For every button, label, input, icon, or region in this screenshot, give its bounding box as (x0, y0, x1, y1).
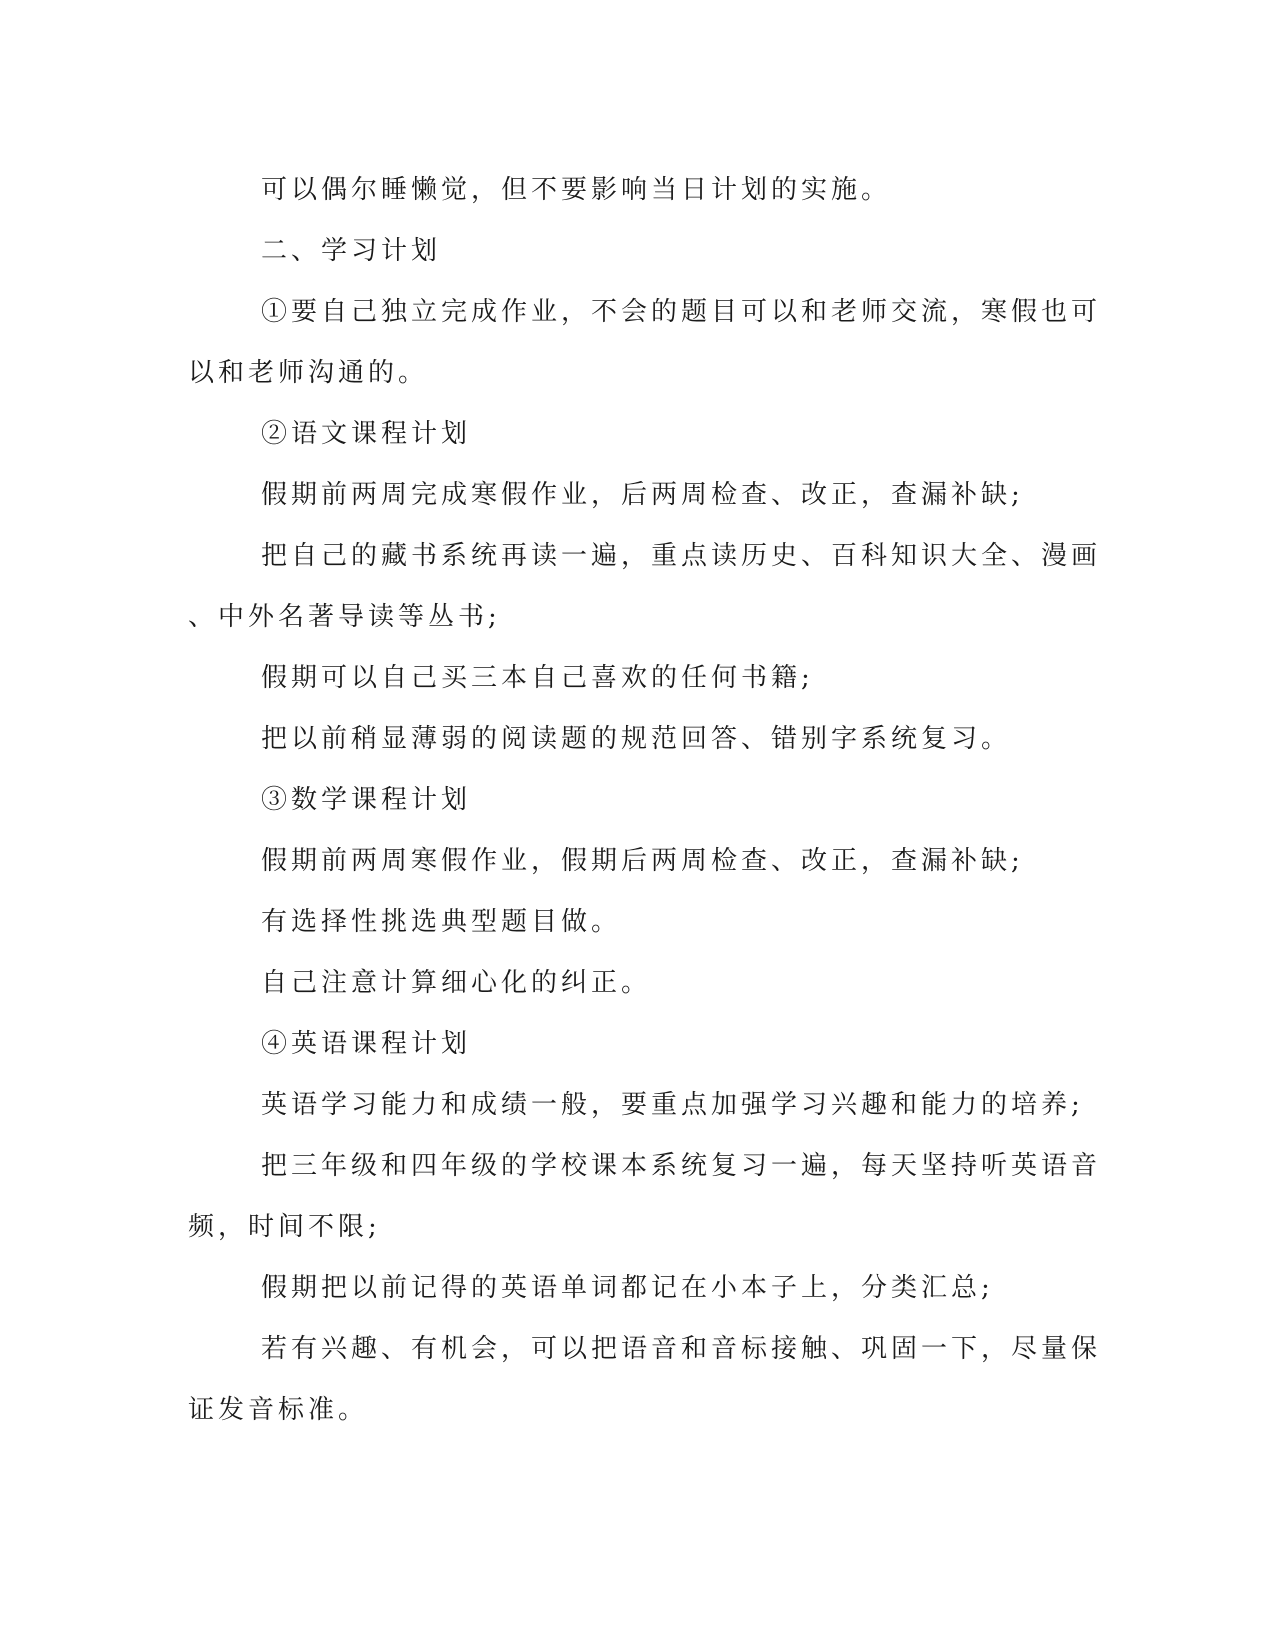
body-line: 把以前稍显薄弱的阅读题的规范回答、错别字系统复习。 (261, 724, 1012, 754)
body-line: 假期把以前记得的英语单词都记在小本子上，分类汇总; (261, 1273, 994, 1303)
subheading-chinese-plan: ②语文课程计划 (261, 419, 472, 449)
subheading-english-plan: ④英语课程计划 (261, 1029, 472, 1059)
body-line: 英语学习能力和成绩一般，要重点加强学习兴趣和能力的培养; (261, 1090, 1084, 1120)
body-line: 频，时间不限; (188, 1212, 381, 1242)
body-line: 假期可以自己买三本自己喜欢的任何书籍; (261, 663, 814, 693)
body-line: 把三年级和四年级的学校课本系统复习一遍，每天坚持听英语音 (261, 1151, 1102, 1181)
section-heading-study-plan: 二、学习计划 (261, 236, 442, 266)
body-line: ①要自己独立完成作业，不会的题目可以和老师交流，寒假也可 (261, 297, 1102, 327)
body-line: 若有兴趣、有机会，可以把语音和音标接触、巩固一下，尽量保 (261, 1334, 1102, 1364)
body-line: 假期前两周寒假作业，假期后两周检查、改正，查漏补缺; (261, 846, 1024, 876)
body-line: 把自己的藏书系统再读一遍，重点读历史、百科知识大全、漫画 (261, 541, 1102, 571)
body-line: 证发音标准。 (188, 1395, 369, 1425)
body-line: 自己注意计算细心化的纠正。 (261, 968, 652, 998)
subheading-math-plan: ③数学课程计划 (261, 785, 472, 815)
body-line: 可以偶尔睡懒觉，但不要影响当日计划的实施。 (261, 175, 892, 205)
document-body (188, 160, 1102, 1441)
body-line: 假期前两周完成寒假作业，后两周检查、改正，查漏补缺; (261, 480, 1024, 510)
body-line: 有选择性挑选典型题目做。 (261, 907, 622, 937)
body-line: 以和老师沟通的。 (188, 358, 429, 388)
body-line: 、中外名著导读等丛书; (188, 602, 501, 632)
